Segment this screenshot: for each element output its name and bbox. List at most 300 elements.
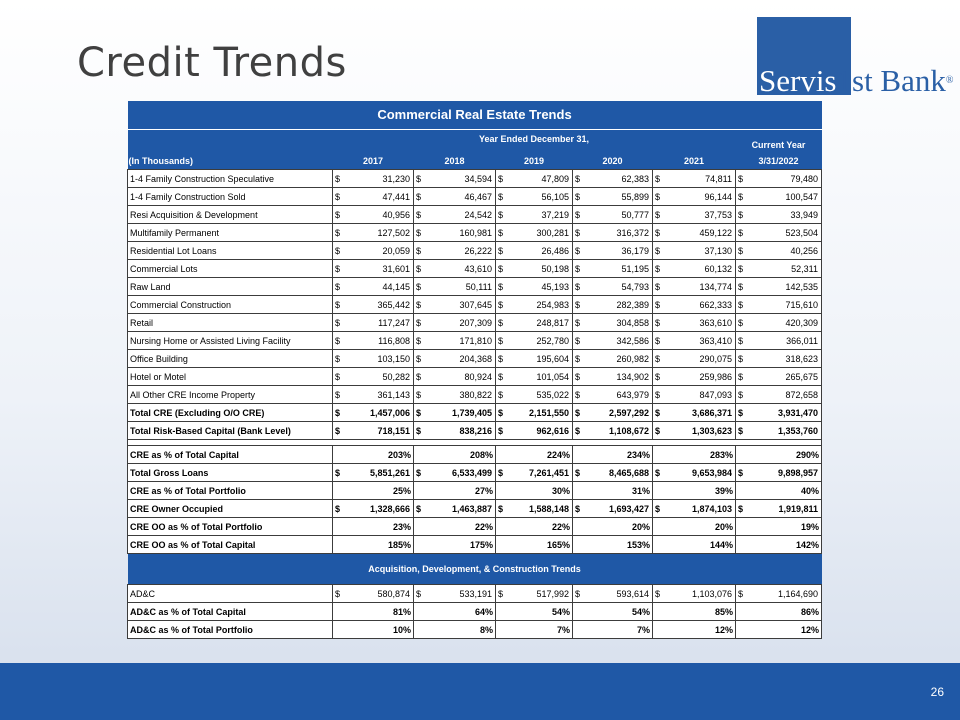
currency-symbol: $ [738, 353, 744, 364]
table-cell [333, 350, 414, 368]
current-year-header: Current Year [736, 130, 822, 153]
currency-symbol: $ [498, 245, 504, 256]
cell-value: 62,383 [621, 173, 649, 184]
currency-symbol: $ [416, 281, 422, 292]
table-cell [573, 386, 653, 404]
currency-symbol: $ [575, 588, 581, 599]
table-cell [653, 368, 736, 386]
cell-value: 31,601 [382, 263, 410, 274]
currency-symbol: $ [575, 371, 581, 382]
currency-symbol: $ [575, 191, 581, 202]
table-cell: 30% [496, 482, 573, 500]
currency-symbol: $ [498, 467, 504, 478]
currency-symbol: $ [335, 371, 341, 382]
table-cell [573, 188, 653, 206]
cell-value: 254,983 [536, 299, 569, 310]
currency-symbol: $ [575, 407, 581, 418]
cell-value: 962,616 [536, 425, 569, 436]
currency-symbol: $ [738, 263, 744, 274]
cell-value: 1,353,760 [777, 425, 818, 436]
table-cell [653, 206, 736, 224]
currency-symbol: $ [416, 425, 422, 436]
cell-value: 265,675 [785, 371, 818, 382]
table-cell [573, 500, 653, 518]
table-cell: 208% [414, 446, 496, 464]
cell-value: 2,597,292 [608, 407, 649, 418]
row-label: Office Building [128, 350, 333, 368]
currency-symbol: $ [498, 173, 504, 184]
cell-value: 1,457,006 [369, 407, 410, 418]
table-row [128, 332, 822, 350]
cell-value: 54,793 [621, 281, 649, 292]
table-cell [653, 422, 736, 440]
table-cell [496, 422, 573, 440]
table-row [128, 260, 822, 278]
cell-value: 74,811 [705, 173, 732, 184]
cell-value: 847,093 [699, 389, 732, 400]
currency-symbol: $ [738, 467, 744, 478]
table-cell [573, 170, 653, 188]
table-cell [414, 500, 496, 518]
cell-value: 718,151 [377, 425, 410, 436]
table-cell [333, 242, 414, 260]
table-cell: 64% [414, 603, 496, 621]
year-header-spacer [128, 130, 333, 153]
column-header-3: 2020 [573, 152, 653, 170]
cell-value: 116,808 [378, 335, 410, 346]
table-cell [736, 386, 822, 404]
currency-symbol: $ [738, 588, 744, 599]
table-row [128, 585, 822, 603]
table-row [128, 188, 822, 206]
table-row [128, 446, 822, 464]
table-cell [736, 500, 822, 518]
cell-value: 134,902 [616, 371, 649, 382]
table-cell [496, 332, 573, 350]
table-cell [414, 170, 496, 188]
currency-symbol: $ [738, 209, 744, 220]
table-cell: 54% [496, 603, 573, 621]
table-cell: 54% [573, 603, 653, 621]
cell-value: 46,467 [464, 191, 492, 202]
currency-symbol: $ [416, 389, 422, 400]
cell-value: 1,588,148 [528, 503, 569, 514]
cell-value: 24,542 [464, 209, 492, 220]
table-cell: 142% [736, 536, 822, 554]
cell-value: 6,533,499 [451, 467, 492, 478]
table-cell: 12% [736, 621, 822, 639]
currency-symbol: $ [498, 407, 504, 418]
table-cell: 86% [736, 603, 822, 621]
cell-value: 593,614 [616, 588, 649, 599]
table-cell: 290% [736, 446, 822, 464]
table-cell: 22% [414, 518, 496, 536]
table-cell [573, 368, 653, 386]
cell-value: 80,924 [464, 371, 492, 382]
table-cell [414, 278, 496, 296]
currency-symbol: $ [738, 227, 744, 238]
table-cell [496, 314, 573, 332]
table-cell: 175% [414, 536, 496, 554]
table-cell: 20% [573, 518, 653, 536]
cre-trends-table-container [127, 101, 821, 639]
table-cell [496, 585, 573, 603]
currency-symbol: $ [335, 503, 341, 514]
cell-value: 207,309 [459, 317, 492, 328]
currency-symbol: $ [575, 467, 581, 478]
row-label: Commercial Lots [128, 260, 333, 278]
cell-value: 79,480 [790, 173, 818, 184]
table-cell: 20% [653, 518, 736, 536]
currency-symbol: $ [655, 371, 661, 382]
cell-value: 1,303,623 [691, 425, 732, 436]
table-cell [736, 260, 822, 278]
currency-symbol: $ [498, 353, 504, 364]
currency-symbol: $ [655, 407, 661, 418]
cell-value: 9,653,984 [691, 467, 732, 478]
currency-symbol: $ [335, 263, 341, 274]
column-header-2: 2019 [496, 152, 573, 170]
currency-symbol: $ [498, 371, 504, 382]
currency-symbol: $ [416, 245, 422, 256]
table-cell [333, 332, 414, 350]
table-cell [414, 368, 496, 386]
currency-symbol: $ [655, 389, 661, 400]
table-cell: 7% [496, 621, 573, 639]
table-cell: 7% [573, 621, 653, 639]
table-row [128, 386, 822, 404]
currency-symbol: $ [655, 335, 661, 346]
cell-value: 195,604 [536, 353, 569, 364]
table-cell: 10% [333, 621, 414, 639]
cell-value: 56,105 [541, 191, 569, 202]
cell-value: 260,982 [616, 353, 649, 364]
cell-value: 1,103,076 [691, 588, 732, 599]
table-cell [653, 350, 736, 368]
cell-value: 50,282 [382, 371, 410, 382]
table-cell [736, 224, 822, 242]
cell-value: 1,108,672 [608, 425, 649, 436]
table-row [128, 170, 822, 188]
table-cell: 22% [496, 518, 573, 536]
cell-value: 523,504 [785, 227, 818, 238]
row-label: Commercial Construction [128, 296, 333, 314]
table-cell: 203% [333, 446, 414, 464]
currency-symbol: $ [498, 317, 504, 328]
cell-value: 204,368 [459, 353, 492, 364]
currency-symbol: $ [335, 407, 341, 418]
cell-value: 50,777 [621, 209, 649, 220]
cell-value: 316,372 [616, 227, 649, 238]
table-cell [736, 170, 822, 188]
cell-value: 31,230 [382, 173, 410, 184]
currency-symbol: $ [655, 317, 661, 328]
currency-symbol: $ [335, 245, 341, 256]
currency-symbol: $ [575, 281, 581, 292]
table-cell [653, 314, 736, 332]
row-label: Raw Land [128, 278, 333, 296]
cell-value: 282,389 [616, 299, 649, 310]
table-cell [653, 500, 736, 518]
currency-symbol: $ [416, 299, 422, 310]
table-cell: 144% [653, 536, 736, 554]
cell-value: 366,011 [786, 335, 818, 346]
currency-symbol: $ [416, 407, 422, 418]
cell-value: 662,333 [699, 299, 732, 310]
currency-symbol: $ [655, 209, 661, 220]
column-header-4: 2021 [653, 152, 736, 170]
table-row [128, 464, 822, 482]
row-label: AD&C as % of Total Portfolio [128, 621, 333, 639]
table-cell [736, 368, 822, 386]
table-cell [496, 296, 573, 314]
table-row [128, 206, 822, 224]
currency-symbol: $ [575, 209, 581, 220]
logo-text-1st-bank: 1st Bank [836, 63, 946, 98]
currency-symbol: $ [498, 425, 504, 436]
table-cell [736, 188, 822, 206]
currency-symbol: $ [335, 173, 341, 184]
table-cell [573, 332, 653, 350]
cell-value: 342,586 [616, 335, 649, 346]
cell-value: 1,874,103 [691, 503, 732, 514]
cell-value: 252,780 [536, 335, 569, 346]
table-cell [653, 242, 736, 260]
cell-value: 1,919,811 [778, 503, 818, 514]
cell-value: 103,150 [377, 353, 410, 364]
table-cell [653, 464, 736, 482]
currency-symbol: $ [738, 245, 744, 256]
table-cell [333, 464, 414, 482]
table-cell [496, 170, 573, 188]
cell-value: 1,328,666 [369, 503, 410, 514]
table-cell: 234% [573, 446, 653, 464]
cell-value: 304,858 [616, 317, 649, 328]
cell-value: 535,022 [536, 389, 569, 400]
table-cell [736, 332, 822, 350]
table-cell [333, 206, 414, 224]
cell-value: 47,809 [541, 173, 569, 184]
table-cell: 12% [653, 621, 736, 639]
table-cell [333, 314, 414, 332]
table-cell [573, 314, 653, 332]
currency-symbol: $ [655, 467, 661, 478]
table-cell [333, 188, 414, 206]
cell-value: 420,309 [785, 317, 818, 328]
table-cell [333, 224, 414, 242]
slide-title: Credit Trends [77, 40, 347, 86]
logo-text-servis: Servis [759, 63, 837, 98]
table-cell [414, 224, 496, 242]
table-cell [496, 206, 573, 224]
table-cell [496, 278, 573, 296]
cell-value: 380,822 [459, 389, 492, 400]
table-cell [333, 260, 414, 278]
cell-value: 117,247 [378, 317, 410, 328]
adc-section-title: Acquisition, Development, & Construction Trends [128, 554, 822, 585]
table-cell: 224% [496, 446, 573, 464]
currency-symbol: $ [416, 503, 422, 514]
table-cell [333, 368, 414, 386]
table-cell [496, 188, 573, 206]
table-cell [414, 260, 496, 278]
currency-symbol: $ [335, 317, 341, 328]
table-cell [496, 500, 573, 518]
table-cell [573, 260, 653, 278]
currency-symbol: $ [655, 191, 661, 202]
cell-value: 259,986 [699, 371, 732, 382]
currency-symbol: $ [575, 227, 581, 238]
currency-symbol: $ [575, 335, 581, 346]
row-label: Total Gross Loans [128, 464, 333, 482]
table-cell [333, 585, 414, 603]
column-header-5: 3/31/2022 [736, 152, 822, 170]
cell-value: 134,774 [699, 281, 732, 292]
table-cell [414, 188, 496, 206]
table-row [128, 621, 822, 639]
table-cell [496, 224, 573, 242]
currency-symbol: $ [335, 353, 341, 364]
cell-value: 40,956 [382, 209, 410, 220]
row-label: CRE as % of Total Portfolio [128, 482, 333, 500]
table-cell [496, 260, 573, 278]
table-cell: 185% [333, 536, 414, 554]
currency-symbol: $ [655, 263, 661, 274]
table-cell: 165% [496, 536, 573, 554]
row-label: CRE as % of Total Capital [128, 446, 333, 464]
table-cell [573, 585, 653, 603]
table-cell [653, 296, 736, 314]
currency-symbol: $ [416, 353, 422, 364]
currency-symbol: $ [738, 173, 744, 184]
row-label: Multifamily Permanent [128, 224, 333, 242]
currency-symbol: $ [416, 335, 422, 346]
cell-value: 142,535 [785, 281, 818, 292]
table-cell [653, 278, 736, 296]
table-cell [573, 350, 653, 368]
table-cell [736, 350, 822, 368]
cell-value: 40,256 [790, 245, 818, 256]
cell-value: 8,465,688 [608, 467, 649, 478]
currency-symbol: $ [416, 371, 422, 382]
currency-symbol: $ [498, 503, 504, 514]
table-cell [333, 500, 414, 518]
table-cell [414, 386, 496, 404]
table-cell [333, 170, 414, 188]
cell-value: 365,442 [377, 299, 410, 310]
currency-symbol: $ [498, 191, 504, 202]
table-row [128, 500, 822, 518]
table-cell [496, 350, 573, 368]
currency-symbol: $ [335, 588, 341, 599]
row-label: 1-4 Family Construction Sold [128, 188, 333, 206]
table-cell: 81% [333, 603, 414, 621]
cell-value: 248,817 [536, 317, 569, 328]
currency-symbol: $ [335, 191, 341, 202]
cell-value: 47,441 [382, 191, 410, 202]
cell-value: 101,054 [536, 371, 569, 382]
cell-value: 20,059 [382, 245, 410, 256]
table-cell [414, 404, 496, 422]
table-cell [736, 206, 822, 224]
cell-value: 517,992 [536, 588, 569, 599]
cell-value: 1,463,887 [451, 503, 492, 514]
currency-symbol: $ [335, 425, 341, 436]
table-cell [414, 242, 496, 260]
cell-value: 1,693,427 [608, 503, 649, 514]
servis1st-bank-logo [757, 17, 954, 98]
cell-value: 50,198 [541, 263, 569, 274]
cell-value: 533,191 [459, 588, 492, 599]
cell-value: 290,075 [699, 353, 732, 364]
table-row [128, 603, 822, 621]
cell-value: 643,979 [616, 389, 649, 400]
currency-symbol: $ [498, 335, 504, 346]
currency-symbol: $ [335, 389, 341, 400]
currency-symbol: $ [335, 209, 341, 220]
table-cell [333, 296, 414, 314]
row-label: Total Risk-Based Capital (Bank Level) [128, 422, 333, 440]
currency-symbol: $ [575, 173, 581, 184]
cell-value: 52,311 [791, 263, 818, 274]
currency-symbol: $ [655, 227, 661, 238]
currency-symbol: $ [738, 335, 744, 346]
cell-value: 160,981 [459, 227, 492, 238]
currency-symbol: $ [738, 299, 744, 310]
table-row [128, 518, 822, 536]
currency-symbol: $ [575, 317, 581, 328]
table-cell: 40% [736, 482, 822, 500]
currency-symbol: $ [335, 227, 341, 238]
cell-value: 580,874 [377, 588, 410, 599]
currency-symbol: $ [498, 281, 504, 292]
cell-value: 50,111 [465, 281, 492, 292]
table-cell [573, 224, 653, 242]
cell-value: 34,594 [464, 173, 492, 184]
cell-value: 361,143 [377, 389, 410, 400]
table-cell: 8% [414, 621, 496, 639]
table-cell [414, 332, 496, 350]
currency-symbol: $ [335, 281, 341, 292]
table-cell [653, 188, 736, 206]
cell-value: 5,851,261 [369, 467, 410, 478]
cre-trends-table [127, 101, 822, 639]
table-cell [736, 314, 822, 332]
table-row [128, 482, 822, 500]
currency-symbol: $ [655, 299, 661, 310]
currency-symbol: $ [738, 371, 744, 382]
currency-symbol: $ [416, 588, 422, 599]
currency-symbol: $ [575, 299, 581, 310]
currency-symbol: $ [738, 407, 744, 418]
currency-symbol: $ [416, 263, 422, 274]
table-cell [496, 368, 573, 386]
currency-symbol: $ [498, 389, 504, 400]
cell-value: 318,623 [785, 353, 818, 364]
table-cell [653, 386, 736, 404]
cell-value: 872,658 [785, 389, 818, 400]
currency-symbol: $ [416, 191, 422, 202]
table-row [128, 242, 822, 260]
table-cell [333, 386, 414, 404]
currency-symbol: $ [575, 503, 581, 514]
row-label: Nursing Home or Assisted Living Facility [128, 332, 333, 350]
currency-symbol: $ [416, 467, 422, 478]
currency-symbol: $ [738, 191, 744, 202]
row-label: 1-4 Family Construction Speculative [128, 170, 333, 188]
table-cell [333, 404, 414, 422]
cell-value: 37,219 [541, 209, 569, 220]
